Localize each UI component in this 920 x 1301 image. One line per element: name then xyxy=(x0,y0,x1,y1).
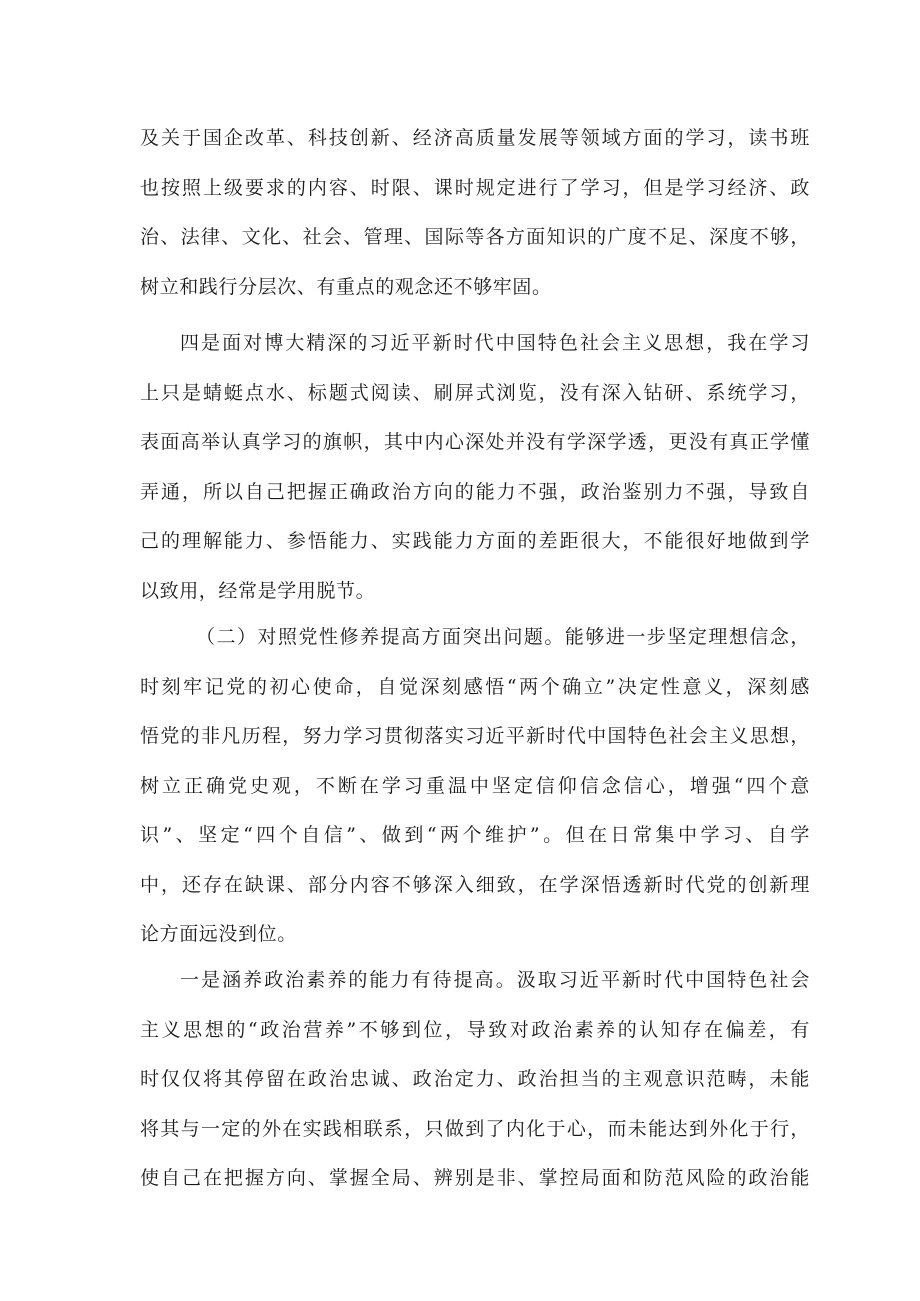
text-line: 己的理解能力、参悟能力、实践能力方面的差距很大，不能很好地做到学 xyxy=(140,530,810,552)
paragraph-point-four xyxy=(140,319,810,616)
text-line: 将其与一定的外在实践相联系，只做到了内化于心，而未能达到外化于行， xyxy=(140,1117,810,1140)
text-line: 悟党的非凡历程，努力学习贯彻落实习近平新时代中国特色社会主义思想， xyxy=(140,725,810,747)
text-line: 也按照上级要求的内容、时限、课时规定进行了学习，但是学习经济、政 xyxy=(140,176,810,199)
text-line: 树立正确党史观，不断在学习重温中坚定信仰信念信心，增强“四个意 xyxy=(140,774,810,797)
text-line: 时刻牢记党的初心使命，自觉深刻感悟“两个确立”决定性意义，深刻感 xyxy=(140,675,810,698)
text-line: 中，还存在缺课、部分内容不够深入细致，在学深悟透新时代党的创新理 xyxy=(140,873,810,896)
text-line: 论方面远没到位。 xyxy=(140,923,297,945)
text-line: 及关于国企改革、科技创新、经济高质量发展等领域方面的学习，读书班 xyxy=(140,127,810,149)
text-line: 以致用，经常是学用脱节。 xyxy=(140,579,376,602)
text-line: 治、法律、文化、社会、管理、国际等各方面知识的广度不足、深度不够， xyxy=(140,226,810,248)
text-line: 一是涵养政治素养的能力有待提高。汲取习近平新时代中国特色社会 xyxy=(180,969,810,991)
text-line: 上只是蜻蜓点水、标题式阅读、刷屏式浏览，没有深入钻研、系统学习， xyxy=(140,381,810,404)
text-line: 时仅仅将其停留在政治忠诚、政治定力、政治担当的主观意识范畴，未能 xyxy=(140,1068,810,1090)
text-line: 弄通，所以自己把握正确政治方向的能力不强，政治鉴别力不强，导致自 xyxy=(140,480,810,503)
paragraph-section-two-heading xyxy=(140,613,810,960)
text-line: 主义思想的“政治营养”不够到位，导致对政治素养的认知存在偏差，有 xyxy=(140,1018,810,1041)
text-line: 表面高举认真学习的旗帜，其中内心深处并没有学深学透，更没有真正学懂 xyxy=(140,431,810,453)
text-line: 四是面对博大精深的习近平新时代中国特色社会主义思想，我在学习 xyxy=(180,332,810,354)
text-line: 识”、坚定“四个自信”、做到“两个维护”。但在日常集中学习、自学 xyxy=(140,824,810,846)
text-line: 使自己在把握方向、掌握全局、辨别是非、掌控局面和防范风险的政治能 xyxy=(140,1167,810,1189)
text-line: 树立和践行分层次、有重点的观念还不够牢固。 xyxy=(140,275,552,298)
paragraph-study-scope xyxy=(140,114,810,312)
paragraph-point-one xyxy=(140,956,810,1204)
text-line: （二）对照党性修养提高方面突出问题。能够进一步坚定理想信念， xyxy=(196,626,810,648)
